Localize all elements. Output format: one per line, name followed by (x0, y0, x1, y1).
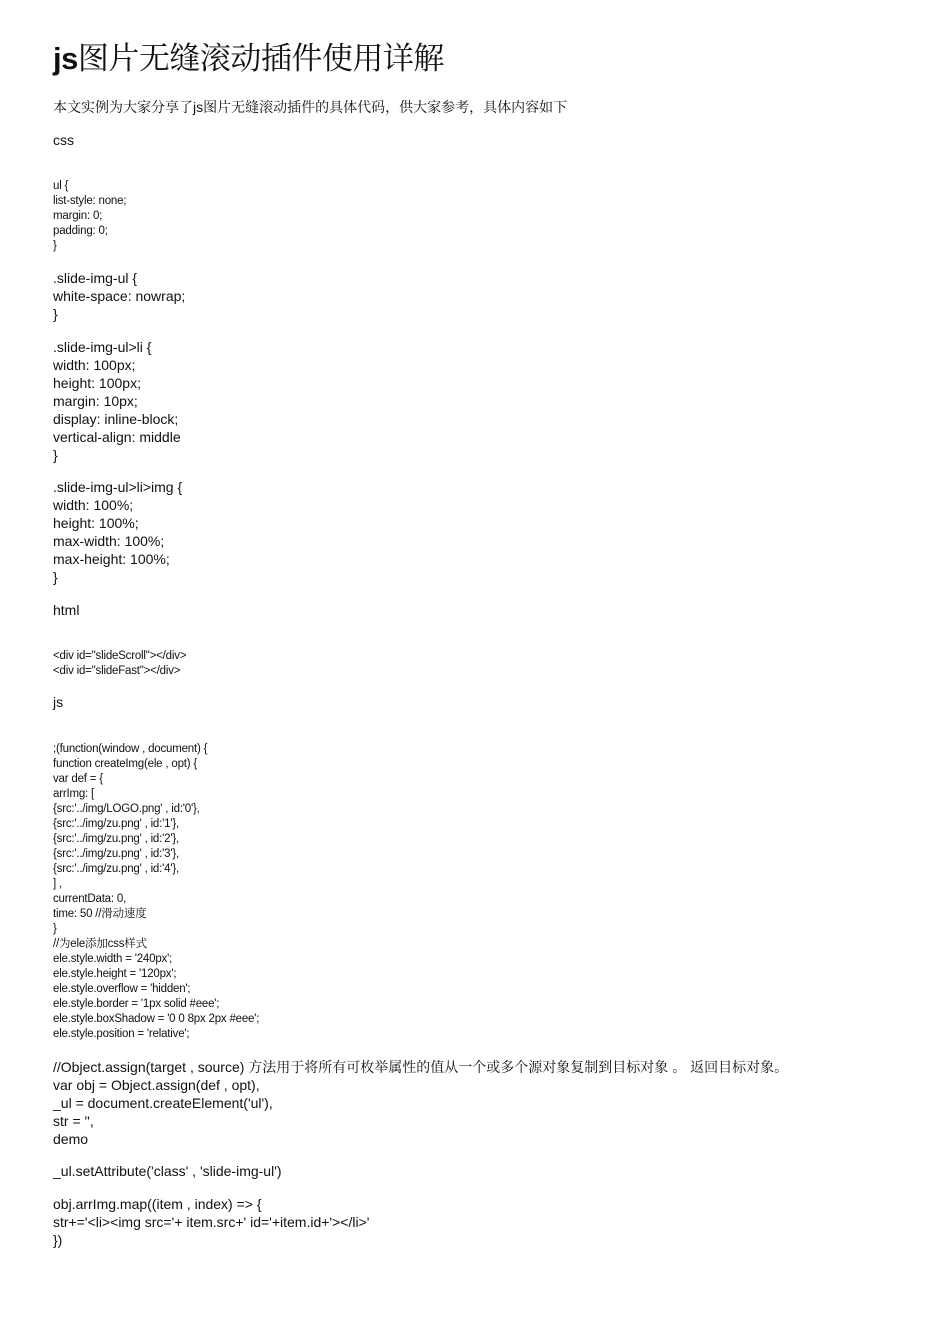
js-section-label: js (53, 694, 64, 710)
css-code-block-ul (53, 179, 126, 254)
code-line: arrImg: [ (53, 788, 95, 800)
code-line: _ul = document.createElement('ul'), (53, 1095, 273, 1111)
code-line: width: 100px; (53, 357, 136, 373)
code-line: ul { (53, 180, 69, 192)
code-line: height: 100px; (53, 375, 141, 391)
code-line: display: inline-block; (53, 411, 179, 427)
js-code-block-main (53, 742, 259, 1042)
code-line: } (53, 306, 58, 322)
code-line: white-space: nowrap; (53, 288, 186, 304)
code-line: ele.style.height = '120px'; (53, 968, 177, 980)
code-line: width: 100%; (53, 497, 134, 513)
code-line: var def = { (53, 773, 103, 785)
js-code-block-map (53, 1195, 369, 1249)
code-line: } (53, 569, 58, 585)
code-line: margin: 0; (53, 210, 103, 222)
code-line: var obj = Object.assign(def , opt), (53, 1077, 260, 1093)
code-line: currentData: 0, (53, 893, 127, 905)
title-rest: 图片无缝滚动插件使用详解 (77, 41, 444, 76)
css-code-block-img (53, 478, 182, 586)
code-line: <div id="slideFast"></div> (53, 665, 181, 677)
code-line: max-height: 100%; (53, 551, 170, 567)
code-line: <div id="slideScroll"></div> (53, 650, 187, 662)
code-line: .slide-img-ul>li { (53, 339, 152, 355)
code-line: height: 100%; (53, 515, 139, 531)
code-line: .slide-img-ul>li>img { (53, 479, 183, 495)
code-line: ele.style.overflow = 'hidden'; (53, 983, 191, 995)
intro-paragraph: 本文实例为大家分享了js图片无缝滚动插件的具体代码，供大家参考，具体内容如下 (53, 99, 568, 115)
code-line: time: 50 //滑动速度 (53, 908, 147, 920)
code-line: } (53, 240, 57, 252)
html-code-block (53, 649, 186, 679)
code-line: }) (53, 1232, 63, 1248)
code-line: list-style: none; (53, 195, 127, 207)
css-section-label: css (53, 132, 74, 148)
code-line: ele.style.width = '240px'; (53, 953, 173, 965)
code-line: ;(function(window , document) { (53, 743, 208, 755)
code-line: {src:'../img/zu.png' , id:'1'}, (53, 818, 179, 830)
code-line: padding: 0; (53, 225, 108, 237)
code-line: obj.arrImg.map((item , index) => { (53, 1196, 262, 1212)
code-line: {src:'../img/zu.png' , id:'4'}, (53, 863, 179, 875)
code-line: str+='<li><img src='+ item.src+' id='+item.id+'></li>' (53, 1214, 370, 1230)
code-line: demo (53, 1131, 89, 1147)
code-line: {src:'../img/LOGO.png' , id:'0'}, (53, 803, 200, 815)
code-line: max-width: 100%; (53, 533, 165, 549)
code-line: ] , (53, 878, 62, 890)
code-line: ele.style.position = 'relative'; (53, 1028, 190, 1040)
html-section-label: html (53, 602, 80, 618)
css-code-block-li (53, 338, 181, 464)
js-code-block-assign (53, 1058, 788, 1148)
code-line: {src:'../img/zu.png' , id:'2'}, (53, 833, 179, 845)
code-line: function createImg(ele , opt) { (53, 758, 198, 770)
code-line: {src:'../img/zu.png' , id:'3'}, (53, 848, 179, 860)
css-code-block-ul-class (53, 269, 185, 323)
code-line: _ul.setAttribute('class' , 'slide-img-ul') (53, 1163, 282, 1179)
code-line: .slide-img-ul { (53, 270, 138, 286)
code-line: ele.style.border = '1px solid #eee'; (53, 998, 220, 1010)
code-line: vertical-align: middle (53, 429, 181, 445)
page-title (53, 38, 444, 80)
code-line: margin: 10px; (53, 393, 138, 409)
code-line: } (53, 447, 58, 463)
js-code-block-setattr (53, 1162, 282, 1180)
code-line: //Object.assign(target , source) 方法用于将所有可枚举属性的值从一个或多个源对象复制到目标对象 。 返回目标对象。 (53, 1059, 789, 1075)
title-latin: js (53, 41, 78, 76)
code-line: } (53, 923, 57, 935)
code-line: ele.style.boxShadow = '0 0 8px 2px #eee'; (53, 1013, 260, 1025)
code-line: //为ele添加css样式 (53, 938, 147, 950)
code-line: str = '', (53, 1113, 94, 1129)
